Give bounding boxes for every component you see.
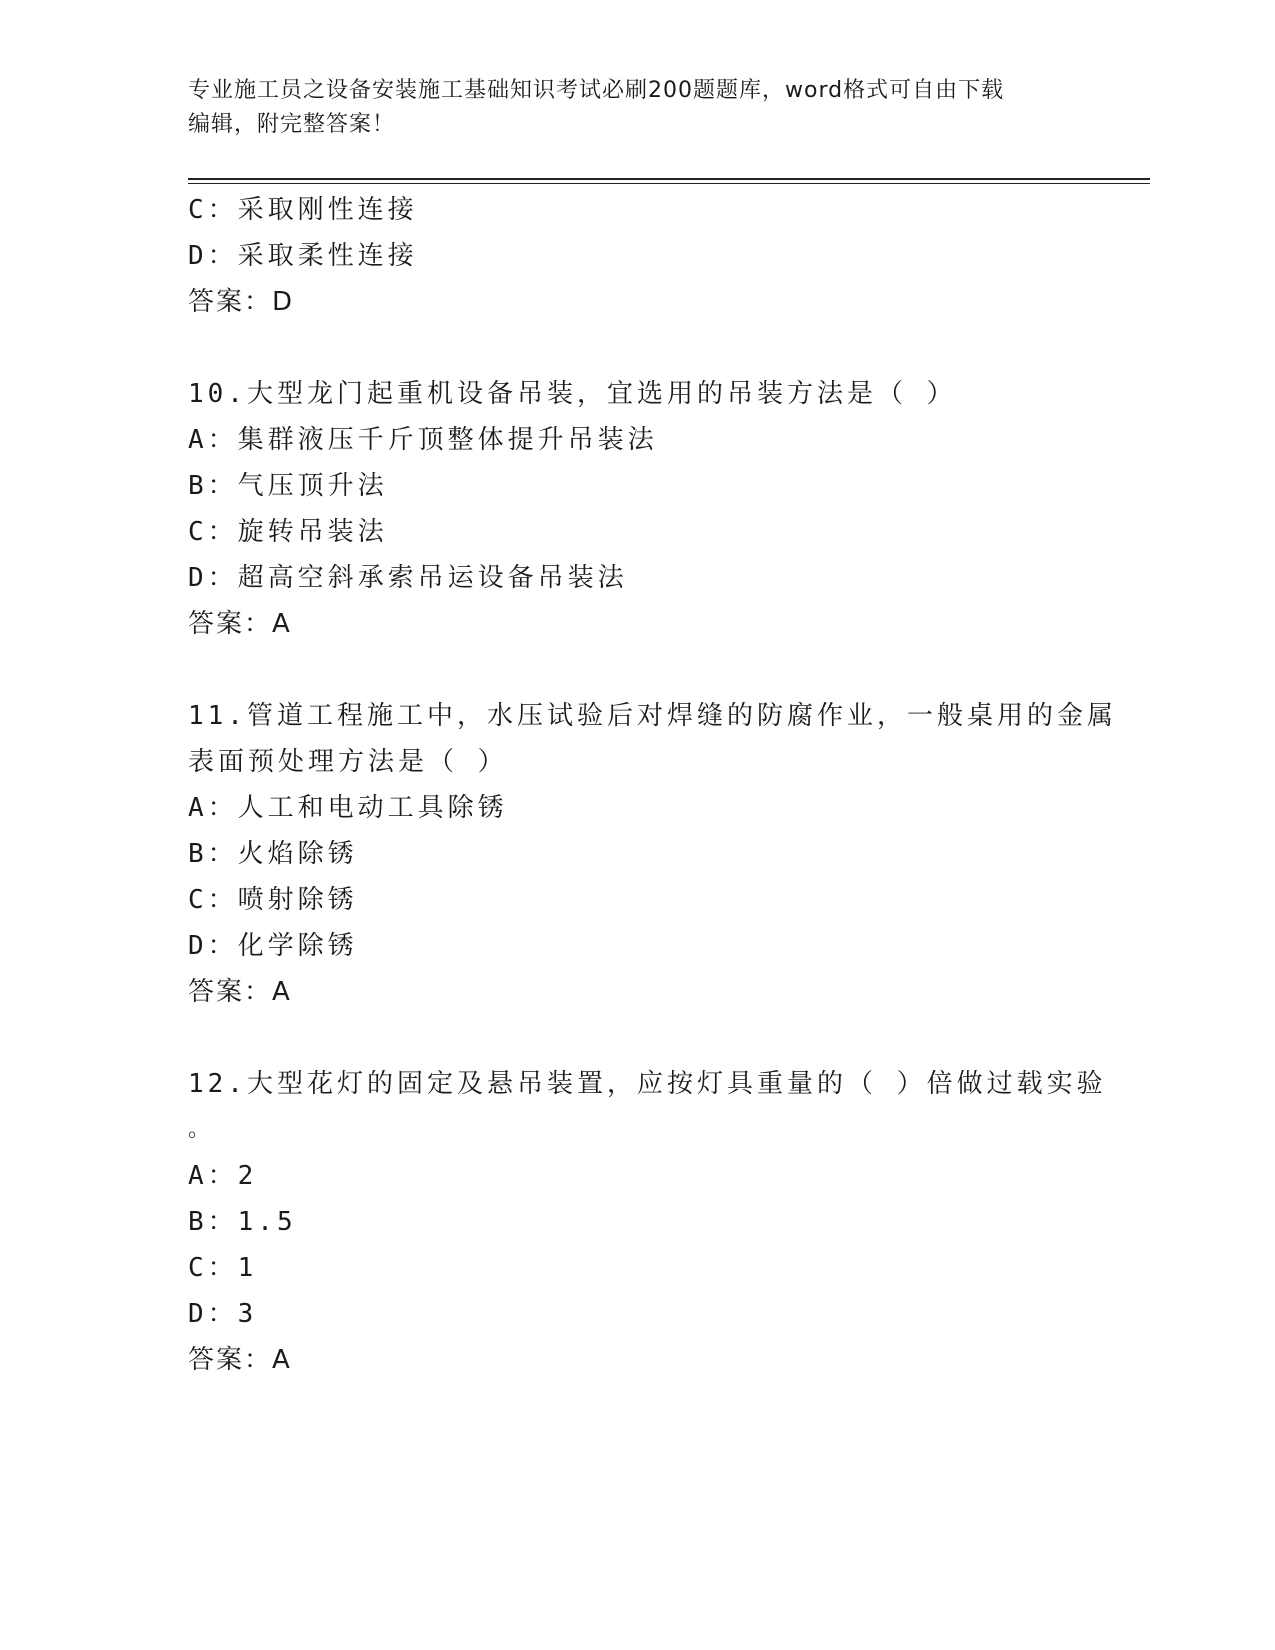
option-a: A：人工和电动工具除锈 — [188, 793, 508, 823]
spacer — [188, 647, 1088, 693]
question-stem-continued: 。 — [188, 1117, 215, 1142]
option-d: D：采取柔性连接 — [188, 241, 418, 271]
option-b: B：气压顶升法 — [188, 471, 388, 501]
answer: 答案：A — [188, 1345, 292, 1375]
option-b: B：火焰除锈 — [188, 839, 358, 869]
question-continued — [188, 187, 1088, 325]
question-stem: 11.管道工程施工中，水压试验后对焊缝的防腐作业，一般桌用的金属 — [188, 701, 1117, 731]
header-line-2: 编辑，附完整答案！ — [188, 112, 396, 137]
option-a: A：集群液压千斤顶整体提升吊装法 — [188, 425, 658, 455]
option-d: D：3 — [188, 1299, 258, 1329]
answer: 答案：A — [188, 609, 292, 639]
header-divider-thin — [188, 183, 1150, 184]
option-a: A：2 — [188, 1161, 258, 1191]
question-12 — [188, 1061, 1107, 1383]
question-stem-continued: 表面预处理方法是（ ） — [188, 747, 508, 777]
answer: 答案：D — [188, 287, 295, 317]
option-d: D：化学除锈 — [188, 931, 358, 961]
header-divider-thick — [188, 178, 1150, 180]
spacer — [188, 1015, 1088, 1061]
question-10 — [188, 371, 1088, 647]
question-list — [188, 187, 1117, 1383]
header-line-1: 专业施工员之设备安装施工基础知识考试必刷200题题库，word格式可自由下载 — [188, 78, 1005, 103]
option-c: C：喷射除锈 — [188, 885, 358, 915]
question-stem: 10.大型龙门起重机设备吊装，宜选用的吊装方法是（ ） — [188, 379, 957, 409]
question-stem: 12.大型花灯的固定及悬吊装置，应按灯具重量的（ ）倍做过载实验 — [188, 1069, 1107, 1099]
option-c: C：1 — [188, 1253, 258, 1283]
option-c: C：旋转吊装法 — [188, 517, 388, 547]
document-header — [188, 74, 1088, 142]
answer: 答案：A — [188, 977, 292, 1007]
spacer — [188, 325, 1088, 371]
question-11 — [188, 693, 1117, 1015]
option-c: C：采取刚性连接 — [188, 195, 418, 225]
option-b: B：1.5 — [188, 1207, 297, 1237]
option-d: D：超高空斜承索吊运设备吊装法 — [188, 563, 628, 593]
